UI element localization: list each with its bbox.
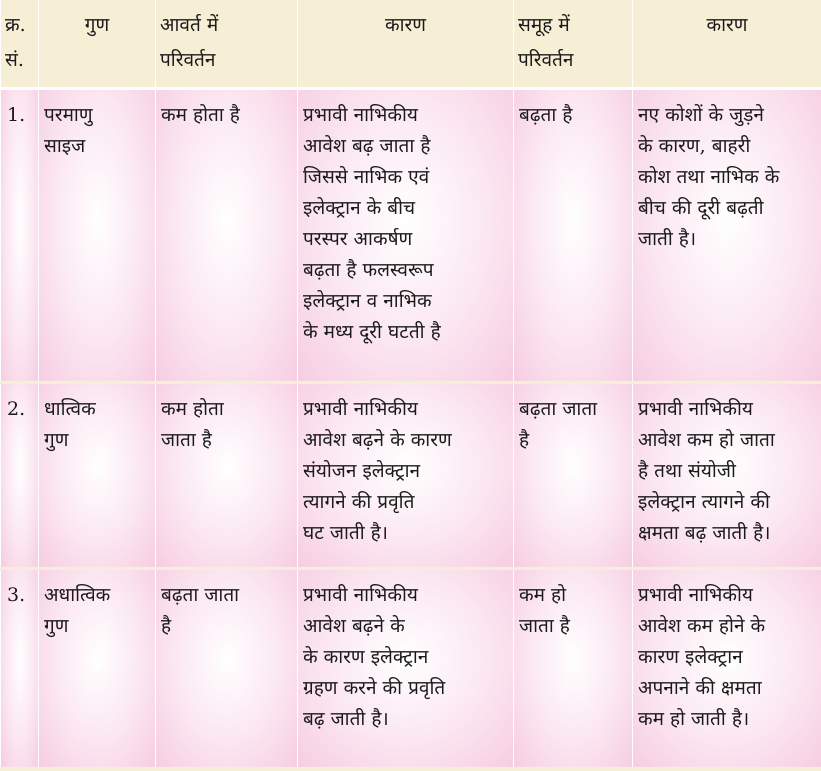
cell-line: आवेश कम हो जाता [638,428,775,451]
cell-line: जाता है [519,614,570,637]
property-name [39,382,156,568]
cell-line: इलेक्ट्रान व नाभिक [303,289,432,312]
header-serial-number [1,0,39,88]
header-period-change [156,0,298,88]
cell-line: परस्पर आकर्षण [303,227,413,250]
cell-line: कारण [384,14,427,36]
table-row [1,382,821,568]
cell-line: इलेक्ट्रान के बीच [303,196,416,219]
cell-line: प्रभावी नाभिकीय [638,583,753,606]
cell-line: समूह में [518,14,570,36]
group-reason [633,568,821,768]
cell-line: ग्रहण करने की प्रवृति [303,676,446,699]
cell-line: गुण [44,614,69,637]
cell-line: के मध्य दूरी घटती है [303,320,441,343]
period-change [156,568,298,768]
table-row [1,568,821,768]
cell-line: कम हो [519,583,567,606]
period-reason [298,568,514,768]
period-reason [298,88,514,382]
cell-line: बीच की दूरी बढ़ती [638,196,764,219]
cell-line: है [161,614,172,637]
cell-line: बढ़ता जाता [161,583,240,606]
cell-line: संयोजन इलेक्ट्रान [303,459,421,482]
cell-line: प्रभावी नाभिकीय [303,583,418,606]
header-period-reason [298,0,514,88]
cell-line: बढ़ता जाता [519,397,598,420]
cell-line: आवर्त में [160,14,219,36]
property-name [39,568,156,768]
cell-line: आवेश बढ़ने के कारण [303,428,452,451]
cell-line: धात्विक [44,397,96,420]
serial-number: 3. [1,568,39,768]
cell-line: परिवर्तन [160,49,216,71]
cell-line: साइज [44,134,86,157]
group-reason [633,88,821,382]
cell-line: आवेश बढ़ जाता है [303,134,431,157]
cell-line: प्रभावी नाभिकीय [638,397,753,420]
header-row [1,0,821,88]
cell-line: क्षमता बढ़ जाती है। [638,521,771,544]
cell-line: है तथा संयोजी [638,459,736,482]
serial-number: 1. [1,88,39,382]
header-group-change [514,0,633,88]
cell-line: कम होता [161,397,224,420]
cell-line: घट जाती है। [303,521,388,544]
cell-line: अपनाने की क्षमता [638,676,762,699]
cell-line: कारण इलेक्ट्रान [638,645,743,668]
cell-line: कारण [706,14,748,36]
cell-line: अधात्विक [44,583,111,606]
cell-line: जाती है। [638,227,697,250]
cell-line: के कारण, बाहरी [638,134,751,157]
cell-line: गुण [84,14,110,36]
group-change [514,382,633,568]
group-change [514,88,633,382]
property-name [39,88,156,382]
period-change [156,382,298,568]
cell-line: के कारण इलेक्ट्रान [303,645,429,668]
period-change [156,88,298,382]
table-row [1,88,821,382]
cell-line: आवेश बढ़ने के [303,614,405,637]
cell-line: परिवर्तन [518,49,574,71]
cell-line: परमाणु [44,103,93,126]
cell-line: प्रभावी नाभिकीय [303,103,418,126]
cell-line: नए कोशों के जुड़ने [638,103,764,126]
group-change [514,568,633,768]
cell-line: त्यागने की प्रवृति [303,490,415,513]
period-reason [298,382,514,568]
cell-line: जाता है [161,428,212,451]
cell-line: है [519,428,530,451]
cell-line: इलेक्ट्रान त्यागने की [638,490,770,513]
cell-line: जिससे नाभिक एवं [303,165,430,188]
cell-line: बढ़ता है फलस्वरूप [303,258,434,281]
header-property [39,0,156,88]
cell-line: क्र. [5,14,26,36]
group-reason [633,382,821,568]
cell-line: गुण [44,428,69,451]
cell-line: बढ़ जाती है। [303,707,389,730]
header-group-reason [633,0,821,88]
cell-line: कम होता है [161,103,240,126]
cell-line: कम हो जाती है। [638,707,750,730]
cell-line: बढ़ता है [519,103,573,126]
cell-line: सं. [5,49,24,71]
cell-line: प्रभावी नाभिकीय [303,397,418,420]
cell-line: कोश तथा नाभिक के [638,165,780,188]
cell-line: आवेश कम होने के [638,614,766,637]
serial-number: 2. [1,382,39,568]
